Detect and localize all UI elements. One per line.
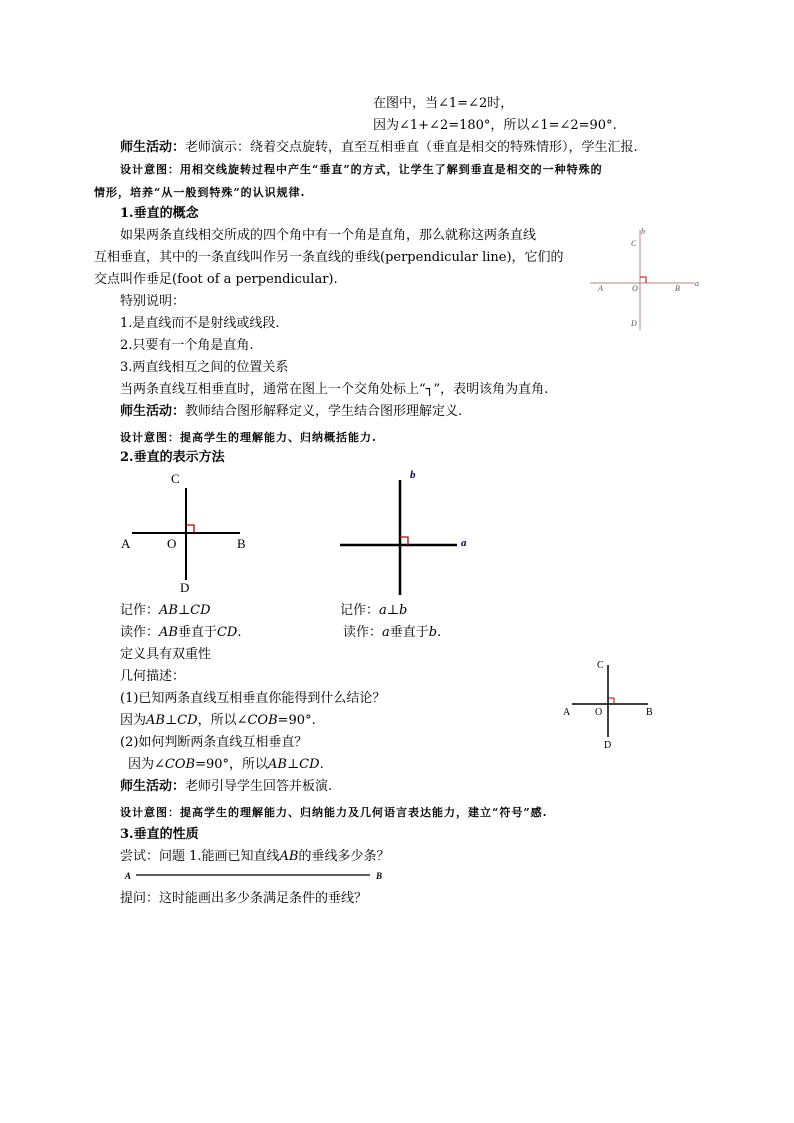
notation-expr: a⊥b	[379, 603, 408, 618]
label-D: D	[631, 319, 637, 328]
label-a: a	[695, 279, 699, 288]
label-D: D	[604, 740, 612, 751]
perpendicular-figure-small	[585, 225, 705, 335]
question-2: (2)如何判断两条直线互相垂直？	[120, 735, 308, 750]
intent-label: 设计意图：	[120, 163, 180, 176]
answer-text: 因为∠	[128, 757, 165, 772]
answer-text: 因为	[120, 713, 147, 728]
intent-3	[120, 805, 547, 821]
intent-text: 用相交线旋转过程中产生“垂直”的方式，让学生了解到垂直是相交的一种特殊的	[180, 163, 603, 176]
answer-text: .	[319, 757, 324, 772]
reading-prefix: 读作：	[343, 625, 383, 640]
ask-question: 提问：这时能画出多少条满足条件的垂线？	[120, 891, 368, 906]
right-angle-mark	[640, 277, 646, 283]
activity-1	[120, 140, 638, 156]
note-3: 3.两直线相互之间的位置关系	[120, 360, 289, 375]
label-b: b	[641, 227, 645, 236]
reading-prefix: 读作：	[120, 625, 160, 640]
intent-label: 设计意图：	[120, 806, 180, 819]
answer-text: =90°，所以	[195, 757, 269, 772]
label-A: A	[121, 536, 131, 551]
answer-expr: AB⊥CD	[268, 757, 320, 772]
try-question	[120, 849, 390, 865]
label-B: B	[237, 536, 246, 551]
perpendicular-figure-a-b	[335, 465, 475, 600]
label-A: A	[563, 707, 571, 718]
reading-ab-cd	[120, 625, 242, 641]
try-expr: AB	[279, 849, 299, 864]
right-angle-mark-line: 当两条直线互相垂直时，通常在图上一个交角处标上“┐”，表明该角为直角.	[120, 382, 549, 397]
notation-ab-cd	[120, 603, 211, 619]
intro-line-2: 因为∠1+∠2=180°，所以∠1=∠2=90°.	[373, 118, 617, 133]
notation-expr: AB⊥CD	[159, 603, 211, 618]
answer-1	[120, 713, 316, 729]
perpendicular-figure-right	[560, 655, 660, 755]
right-angle-mark	[608, 698, 614, 704]
definition-line-3: 交点叫作垂足(foot of a perpendicular).	[94, 272, 338, 287]
geometric-description: 几何描述：	[120, 669, 186, 684]
answer-expr: AB⊥CD	[146, 713, 198, 728]
special-notes-title: 特别说明：	[120, 294, 186, 309]
activity-label: 师生活动：	[120, 140, 186, 155]
answer-text: =90°.	[277, 713, 316, 728]
reading-mid: 垂直于	[389, 625, 429, 640]
definition-line-2: 互相垂直，其中的一条直线叫作另一条直线的垂线(perpendicular line)，它们的	[94, 250, 564, 265]
notation-prefix: 记作：	[340, 603, 380, 618]
activity-text: 老师演示：绕着交点旋转，直至互相垂直（垂直是相交的特殊情形），学生汇报.	[185, 140, 638, 155]
right-angle-mark	[186, 525, 194, 533]
line-ab-figure	[120, 866, 390, 884]
label-a: a	[461, 537, 467, 549]
intent-text: 提高学生的理解能力、归纳概括能力.	[180, 431, 377, 444]
note-2: 2.只要有一个角是直角.	[120, 338, 254, 353]
reading-a-b	[343, 625, 441, 641]
answer-2	[128, 757, 324, 773]
reading-mid: 垂直于	[177, 625, 217, 640]
label-C: C	[171, 471, 180, 486]
question-1: (1)已知两条直线互相垂直你能得到什么结论？	[120, 691, 386, 706]
label-O: O	[167, 536, 177, 551]
intent-label: 设计意图：	[120, 431, 180, 444]
intent-2	[120, 430, 377, 446]
activity-label: 师生活动：	[120, 404, 186, 419]
try-text: 的垂线多少条？	[298, 849, 390, 864]
label-B: B	[675, 284, 680, 293]
reading-term-b: b	[428, 625, 438, 640]
intro-line-1: 在图中，当∠1=∠2时，	[373, 96, 514, 111]
section-1-heading: 1.垂直的概念	[120, 206, 199, 221]
intent-1-line-2: 情形，培养“从一般到特殊”的认识规律.	[94, 186, 306, 199]
note-1: 1.是直线而不是射线或线段.	[120, 316, 280, 331]
label-b: b	[410, 469, 416, 481]
definition-line-1: 如果两条直线相交所成的四个角中有一个角是直角，那么就称这两条直线	[120, 228, 537, 243]
intent-1-line-1	[120, 162, 603, 178]
section-3-heading: 3.垂直的性质	[120, 827, 199, 842]
label-O: O	[595, 707, 603, 718]
activity-label: 师生活动：	[120, 779, 186, 794]
reading-end: .	[437, 625, 442, 640]
dual-property: 定义具有双重性	[120, 647, 212, 662]
activity-text: 教师结合图形解释定义，学生结合图形理解定义.	[185, 404, 463, 419]
label-A: A	[598, 284, 603, 293]
label-C: C	[631, 239, 637, 248]
answer-expr: COB	[164, 757, 196, 772]
answer-expr: COB	[247, 713, 278, 728]
activity-3	[120, 779, 332, 795]
try-text: 尝试：问题 1.能画已知直线	[120, 849, 280, 864]
notation-prefix: 记作：	[120, 603, 160, 618]
reading-term-a: a	[382, 625, 390, 640]
label-A: A	[125, 871, 132, 881]
label-B: B	[376, 871, 383, 881]
reading-end: .	[237, 625, 242, 640]
reading-term-a: AB	[159, 625, 178, 640]
answer-text: ，所以∠	[197, 713, 248, 728]
intent-text: 提高学生的理解能力、归纳能力及几何语言表达能力，建立“符号”感.	[180, 806, 548, 819]
label-O: O	[632, 284, 638, 293]
reading-term-b: CD	[216, 625, 238, 640]
label-D: D	[180, 580, 190, 595]
label-C: C	[597, 660, 604, 671]
activity-2	[120, 404, 462, 420]
perpendicular-figure-ab-cd	[118, 470, 258, 600]
notation-a-b	[340, 603, 407, 619]
activity-text: 老师引导学生回答并板演.	[185, 779, 333, 794]
label-B: B	[646, 707, 653, 718]
section-2-heading: 2.垂直的表示方法	[120, 450, 225, 465]
